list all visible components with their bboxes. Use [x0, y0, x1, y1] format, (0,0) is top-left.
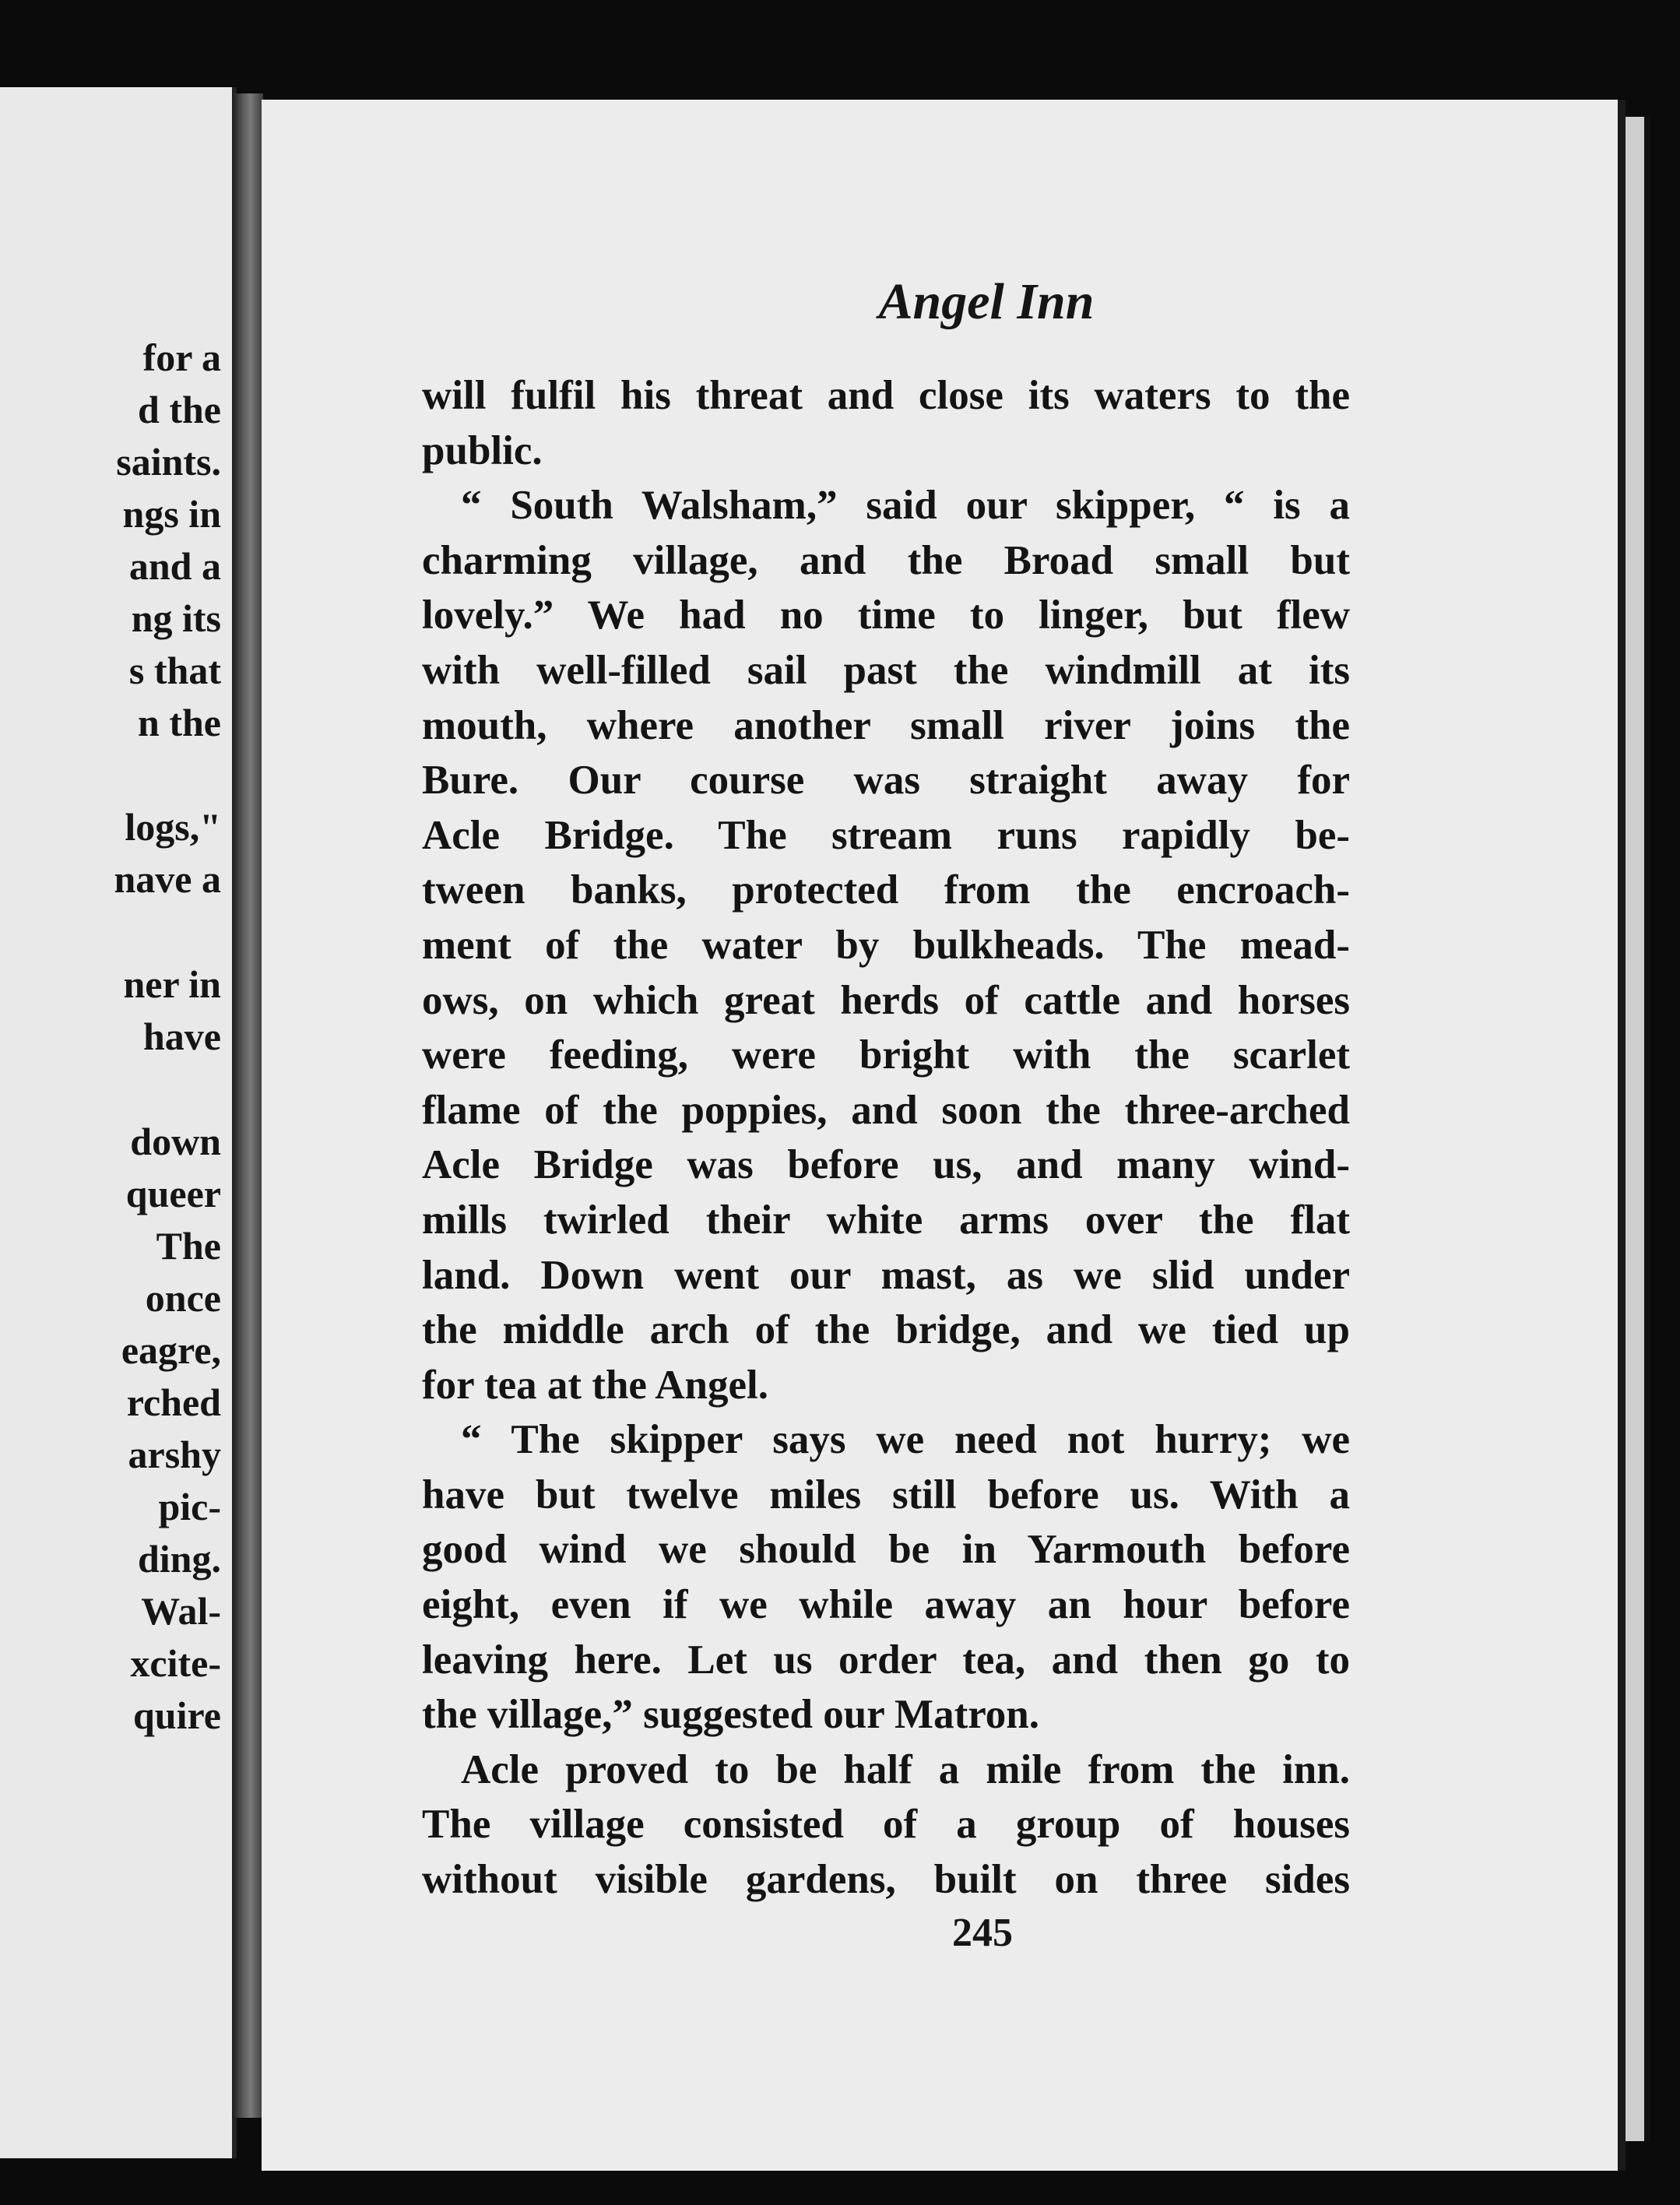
previous-page-line: rched [126, 1380, 221, 1424]
previous-page-line: ding. [137, 1537, 221, 1581]
text-line: eight, even if we while away an hour before [422, 1582, 1350, 1628]
text-line: charming village, and the Broad small but [422, 537, 1350, 583]
text-line: public. [422, 427, 543, 473]
text-line: “ South Walsham,” said our skipper, “ is a [461, 483, 1350, 529]
text-line: The village consisted of a group of houses [422, 1802, 1350, 1848]
previous-page-line: saints. [116, 440, 221, 484]
previous-page-line: s that [128, 649, 221, 692]
text-line: the middle arch of the bridge, and we tied up [422, 1307, 1350, 1353]
previous-page [0, 87, 237, 2158]
previous-page-line: quire [133, 1693, 221, 1737]
text-line: with well-filled sail past the windmill at its [422, 647, 1350, 693]
page-edge [1626, 117, 1650, 2141]
previous-page-line: nave a [114, 857, 221, 901]
running-head: Angel Inn [878, 273, 1095, 330]
previous-page-line: ngs in [122, 492, 221, 536]
text-line: ows, on which great herds of cattle and horses [422, 977, 1350, 1023]
previous-page-line: arshy [128, 1433, 221, 1476]
text-line: good wind we should be in Yarmouth before [422, 1527, 1350, 1573]
previous-page-line: pic- [158, 1485, 221, 1528]
page-number: 245 [952, 1911, 1013, 1955]
text-line: mouth, where another small river joins the [422, 702, 1350, 748]
previous-page-line: d the [138, 388, 221, 431]
previous-page-line: The [156, 1224, 221, 1268]
previous-page-line: eagre, [121, 1328, 221, 1372]
text-line: without visible gardens, built on three sides [422, 1857, 1350, 1903]
text-line: leaving here. Let us order tea, and then go to [422, 1637, 1350, 1683]
text-line: have but twelve miles still before us. With a [422, 1472, 1350, 1517]
text-line: land. Down went our mast, as we slid under [422, 1252, 1350, 1298]
previous-page-line: queer [125, 1172, 221, 1215]
previous-page-line: down [130, 1120, 221, 1163]
text-line: for tea at the Angel. [422, 1362, 769, 1408]
previous-page-line: xcite- [130, 1641, 221, 1685]
text-line: the village,” suggested our Matron. [422, 1692, 1040, 1738]
previous-page-line: and a [128, 544, 221, 588]
text-line: mills twirled their white arms over the flat [422, 1197, 1350, 1243]
previous-page-line: Wal- [141, 1589, 221, 1633]
previous-page-line: have [143, 1015, 221, 1058]
previous-page-line: ng its [131, 596, 221, 640]
previous-page-line: logs," [125, 805, 221, 849]
text-line: were feeding, were bright with the scarlet [422, 1032, 1350, 1078]
previous-page-line: ner in [123, 962, 221, 1006]
text-line: “ The skipper says we need not hurry; we [461, 1417, 1350, 1463]
body-text [422, 368, 1350, 1908]
text-line: lovely.” We had no time to linger, but flew [422, 593, 1350, 638]
text-line: tween banks, protected from the encroach- [422, 867, 1350, 913]
text-line: flame of the poppies, and soon the three-arched [422, 1087, 1350, 1133]
text-line: Acle Bridge was before us, and many wind- [422, 1142, 1350, 1188]
text-line: Acle proved to be half a mile from the inn. [461, 1746, 1350, 1792]
book-gutter [232, 93, 263, 2118]
text-line: Bure. Our course was straight away for [422, 758, 1350, 804]
text-line: will fulfil his threat and close its waters to the [422, 373, 1350, 418]
previous-page-line: for a [142, 336, 221, 379]
previous-page-line: once [145, 1276, 221, 1320]
current-page [262, 100, 1626, 2171]
text-line: Acle Bridge. The stream runs rapidly be- [422, 812, 1350, 858]
previous-page-line: n the [138, 701, 221, 744]
text-line: ment of the water by bulkheads. The mead- [422, 922, 1350, 968]
